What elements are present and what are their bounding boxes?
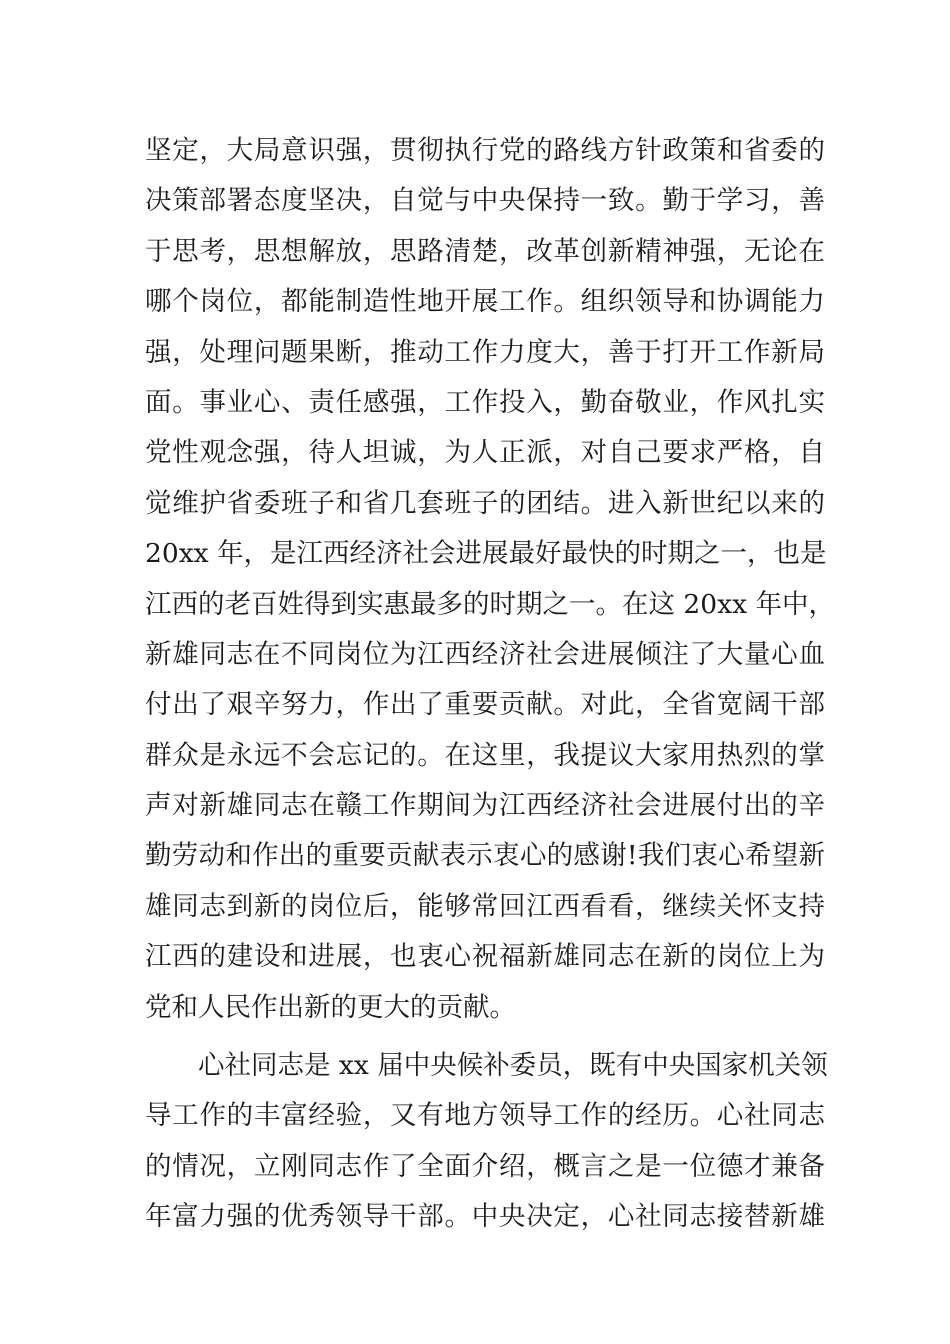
text-line: 江西的老百姓得到实惠最多的时期之一。在这 20xx 年中， bbox=[145, 588, 835, 620]
text-line: 勤劳动和作出的重要贡献表示衷心的感谢!我们衷心希望新 bbox=[145, 840, 825, 872]
text-line: 党和人民作出新的更大的贡献。 bbox=[145, 991, 516, 1023]
text-line: 雄同志到新的岗位后，能够常回江西看看，继续关怀支持 bbox=[145, 890, 825, 922]
text-line: 决策部署态度坚决，自觉与中央保持一致。勤于学习，善 bbox=[145, 185, 825, 217]
paragraph-1 bbox=[145, 126, 835, 1033]
text-line: 强，处理问题果断，推动工作力度大，善于打开工作新局 bbox=[145, 336, 825, 368]
text-line: 觉维护省委班子和省几套班子的团结。进入新世纪以来的 bbox=[145, 487, 825, 519]
text-line: 党性观念强，待人坦诚，为人正派，对自己要求严格，自 bbox=[145, 437, 825, 469]
text-line: 面。事业心、责任感强，工作投入，勤奋敬业，作风扎实 bbox=[145, 386, 825, 418]
paragraph-2 bbox=[145, 1041, 828, 1243]
document-body bbox=[145, 126, 835, 1243]
text-line: 群众是永远不会忘记的。在这里，我提议大家用热烈的掌 bbox=[145, 739, 825, 771]
text-line: 哪个岗位，都能制造性地开展工作。组织领导和协调能力 bbox=[145, 286, 825, 318]
text-line: 20xx 年，是江西经济社会进展最好最快的时期之一，也是 bbox=[145, 538, 827, 570]
text-line: 心社同志是 xx 届中央候补委员，既有中央国家机关领 bbox=[198, 1050, 828, 1082]
text-line: 于思考，思想解放，思路清楚，改革创新精神强，无论在 bbox=[145, 235, 825, 267]
text-line: 声对新雄同志在赣工作期间为江西经济社会进展付出的辛 bbox=[145, 790, 825, 822]
text-line: 江西的建设和进展，也衷心祝福新雄同志在新的岗位上为 bbox=[145, 941, 825, 973]
paragraph-gap bbox=[145, 1033, 825, 1041]
text-line: 年富力强的优秀领导干部。中央决定，心社同志接替新雄 bbox=[145, 1201, 825, 1233]
text-line: 新雄同志在不同岗位为江西经济社会进展倾注了大量心血 bbox=[145, 638, 825, 670]
text-line: 的情况，立刚同志作了全面介绍，概言之是一位德才兼备 bbox=[145, 1150, 825, 1182]
text-line: 坚定，大局意识强，贯彻执行党的路线方针政策和省委的 bbox=[145, 135, 825, 166]
text-line: 付出了艰辛努力，作出了重要贡献。对此，全省宽阔干部 bbox=[145, 689, 825, 721]
text-line: 导工作的丰富经验，又有地方领导工作的经历。心社同志 bbox=[145, 1100, 825, 1132]
